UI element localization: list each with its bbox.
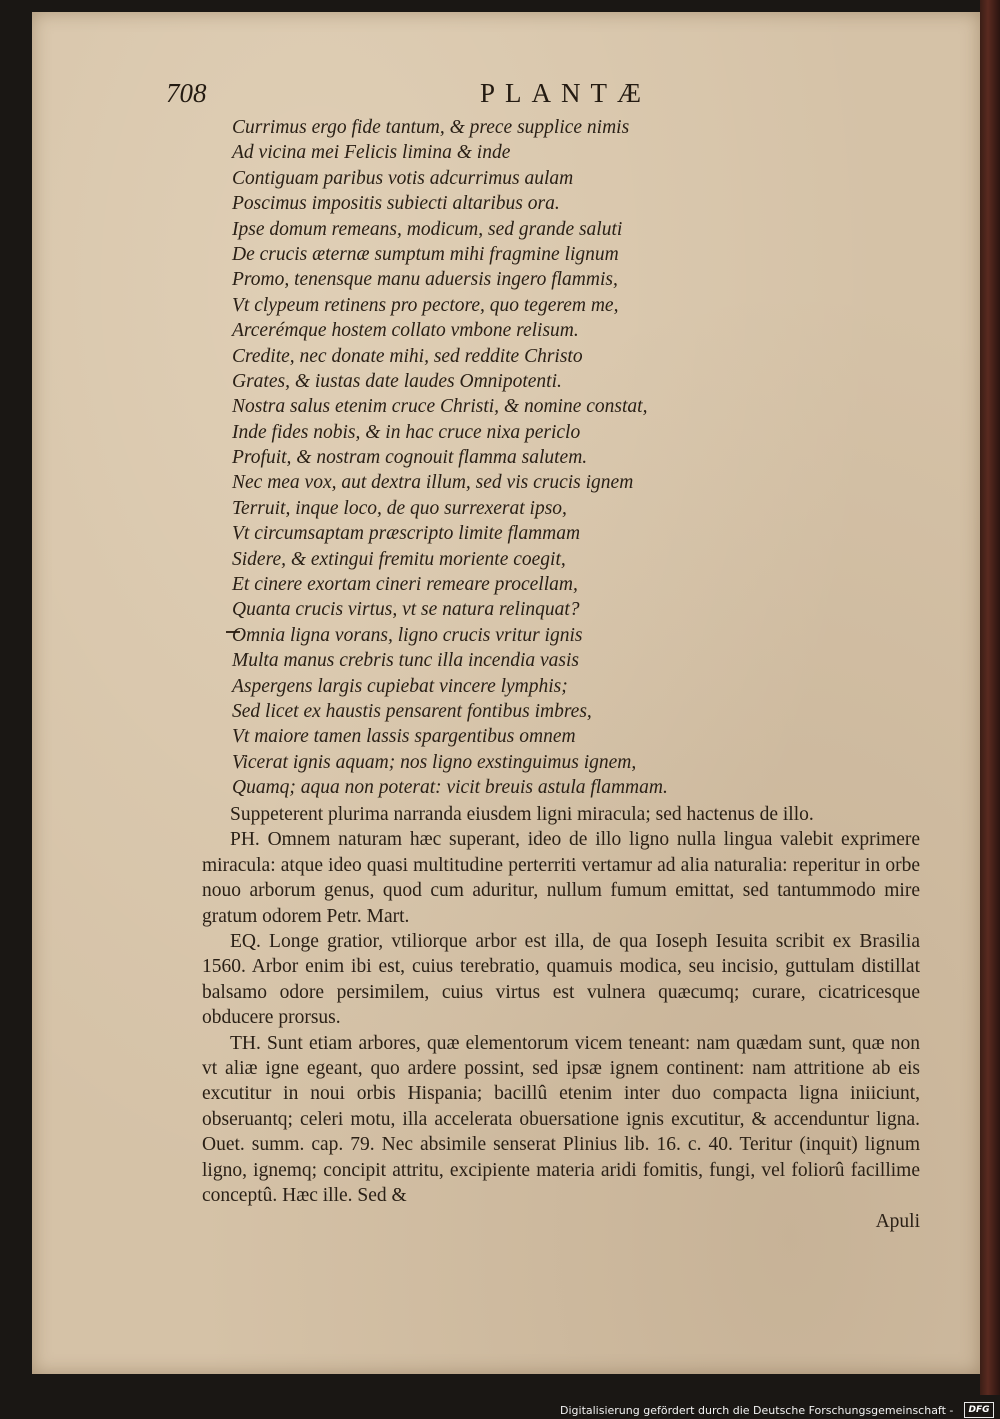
verse-block bbox=[232, 115, 668, 801]
verse-line: Nec mea vox, aut dextra illum, sed vis crucis ignem bbox=[232, 472, 634, 494]
prose-paragraph: Suppeterent plurima narranda eiusdem ligni miracula; sed hactenus de illo. bbox=[230, 804, 814, 825]
verse-line: Quanta crucis virtus, vt se natura relinquat? bbox=[232, 599, 580, 621]
verse-line: Contiguam paribus votis adcurrimus aulam bbox=[232, 167, 574, 189]
catchword: Apuli bbox=[875, 1210, 920, 1232]
prose-paragraph: EQ. Longe gratior, vtiliorque arbor est illa, de qua Ioseph Iesuita scribit ex Brasilia 1560. Arbor enim ibi est, cuius terebratio, quamuis modica, seu incisio, guttulam distillat balsamo odore persimilem, cuius virtus est vulnera quæcumq; curare, cicatricesque obducere prorsus. bbox=[202, 931, 920, 1029]
verse-line: Terruit, inque loco, de quo surrexerat ipso, bbox=[232, 497, 567, 519]
verse-line: Profuit, & nostram cognouit flamma salutem. bbox=[232, 447, 588, 469]
dfg-logo: DFG bbox=[964, 1402, 994, 1418]
verse-line: Aspergens largis cupiebat vincere lymphis; bbox=[232, 675, 568, 697]
verse-line: De crucis æternæ sumptum mihi fragmine lignum bbox=[232, 243, 619, 265]
verse-line: Multa manus crebris tunc illa incendia vasis bbox=[232, 650, 579, 672]
verse-line: Ad vicina mei Felicis limina & inde bbox=[232, 142, 511, 164]
verse-line: Inde fides nobis, & in hac cruce nixa periclo bbox=[232, 421, 581, 443]
verse-line: Credite, nec donate mihi, sed reddite Christo bbox=[232, 345, 583, 367]
verse-line: Omnia ligna vorans, ligno crucis vritur ignis bbox=[232, 624, 583, 646]
running-head: PLANTÆ bbox=[480, 78, 652, 108]
verse-line: Sed licet ex haustis pensarent fontibus imbres, bbox=[232, 700, 592, 722]
verse-line: Currimus ergo fide tantum, & prece supplice nimis bbox=[232, 117, 630, 138]
verse-line: Vt maiore tamen lassis spargentibus omnem bbox=[232, 726, 576, 748]
book-edge bbox=[980, 0, 1000, 1395]
verse-line: Poscimus impositis subiecti altaribus ora. bbox=[232, 193, 560, 215]
verse-line: Arcerémque hostem collato vmbone relisum. bbox=[232, 320, 579, 342]
prose-block bbox=[202, 802, 920, 1234]
verse-line: Sidere, & extingui fremitu moriente coegit, bbox=[232, 548, 566, 570]
verse-line: Vt circumsaptam præscripto limite flammam bbox=[232, 523, 581, 545]
page-number: 708 bbox=[166, 78, 207, 108]
prose-paragraph: TH. Sunt etiam arbores, quæ elementorum vicem teneant: nam quædam sunt, quæ non vt aliæ igne egeant, quo ardere possint, sed ipsæ ignem continent: nam attritione ab eis excutitur in noui orbis Hispania; bacillû etenim inter duo compacta ligna iniiciunt, obseruantq; celeri motu, illa accelerata obuersatione ignis excutitur, & accenduntur ligna. Ouet. summ. cap. 79. Nec absimile senserat Plinius lib. 16. c. 40. Teritur (inquit) lignum ligno, ignemq; concipit attritu, excipiente materia aridi fomitis, fungi, vel foliorû facillime conceptû. Hæc ille. Sed & bbox=[202, 1032, 920, 1207]
verse-line: Et cinere exortam cineri remeare procellam, bbox=[232, 574, 578, 596]
digitization-credit: Digitalisierung gefördert durch die Deutsche Forschungsgemeinschaft - bbox=[560, 1404, 954, 1417]
verse-line: Vt clypeum retinens pro pectore, quo tegerem me, bbox=[232, 294, 619, 316]
verse-line: Vicerat ignis aquam; nos ligno exstinguimus ignem, bbox=[232, 751, 637, 773]
verse-line: Nostra salus etenim cruce Christi, & nomine constat, bbox=[232, 396, 648, 418]
verse-line: Grates, & iustas date laudes Omnipotenti. bbox=[232, 370, 562, 392]
prose-paragraph: PH. Omnem naturam hæc superant, ideo de illo ligno nulla lingua valebit exprimere miracula: atque ideo quasi multitudine perterriti vertamur ad alia naturalia: reperitur in orbe nouo arborum genus, quod cum aduritur, nullum fumum emittat, sed tantummodo mire gratum odorem Petr. Mart. bbox=[202, 829, 920, 927]
verse-line: Promo, tenensque manu aduersis ingero flammis, bbox=[232, 269, 618, 291]
verse-line: Ipse domum remeans, modicum, sed grande saluti bbox=[232, 218, 623, 240]
verse-line: Quamq; aqua non poterat: vicit breuis astula flammam. bbox=[232, 777, 668, 799]
